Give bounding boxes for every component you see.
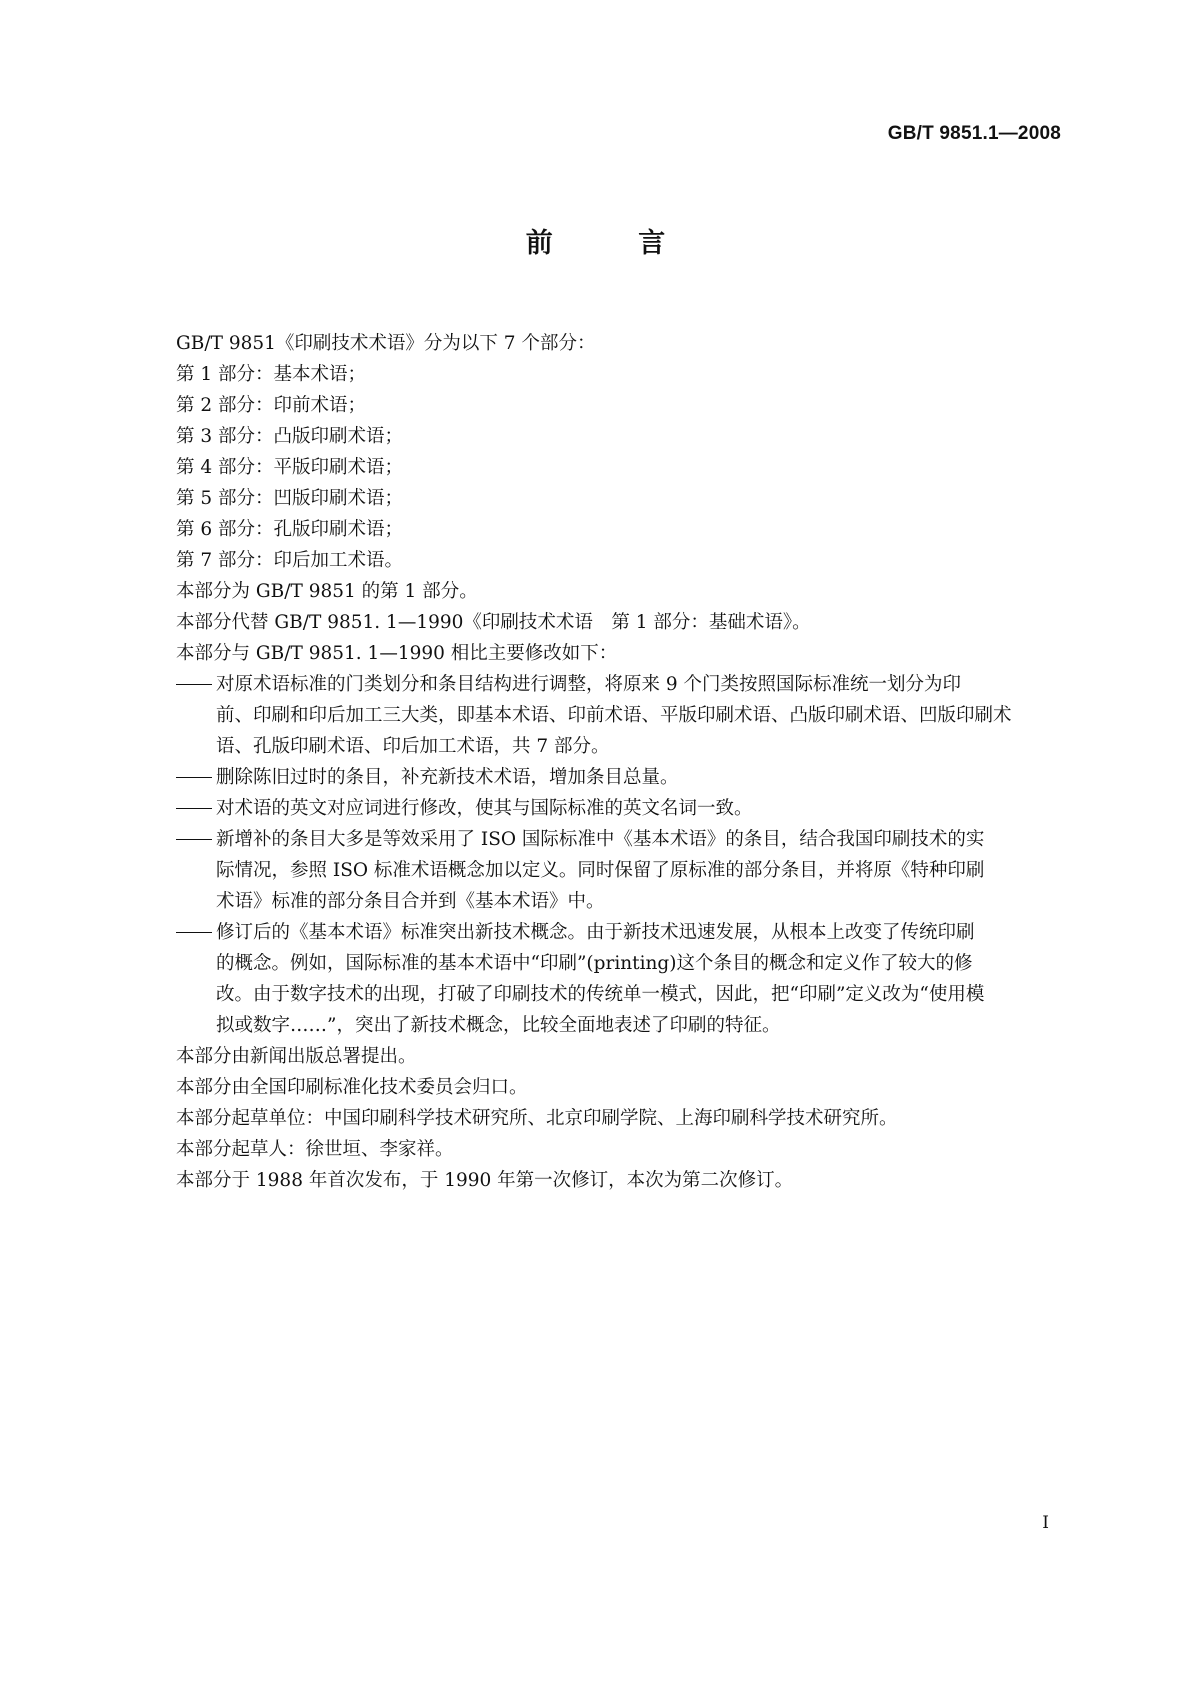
page-title: 前 言 bbox=[525, 228, 704, 259]
page-number: I bbox=[1042, 1513, 1049, 1533]
change-line: 际情况，参照 ISO 标准术语概念加以定义。同时保留了原标准的部分条目，并将原《特种印刷 bbox=[216, 860, 985, 881]
paragraph: 第 1 部分：基本术语； bbox=[176, 364, 367, 385]
paragraph: 本部分由新闻出版总署提出。 bbox=[176, 1046, 417, 1067]
paragraph: 本部分代替 GB/T 9851. 1—1990《印刷技术术语 第 1 部分：基础术语》。 bbox=[176, 612, 811, 633]
paragraph: 本部分于 1988 年首次发布，于 1990 年第一次修订，本次为第二次修订。 bbox=[176, 1170, 794, 1191]
standard-code: GB/T 9851.1—2008 bbox=[887, 123, 1061, 144]
paragraph: 第 2 部分：印前术语； bbox=[176, 395, 367, 416]
dash-marker bbox=[176, 917, 216, 948]
paragraph: 第 3 部分：凸版印刷术语； bbox=[176, 426, 404, 447]
paragraph: 本部分起草单位：中国印刷科学技术研究所、北京印刷学院、上海印刷科学技术研究所。 bbox=[176, 1108, 898, 1129]
dash-marker bbox=[176, 669, 216, 700]
change-line: 修订后的《基本术语》标准突出新技术概念。由于新技术迅速发展，从根本上改变了传统印刷 bbox=[216, 922, 975, 943]
change-line: 的概念。例如，国际标准的基本术语中“印刷”(printing)这个条目的概念和定义作了较大的修 bbox=[216, 953, 973, 974]
change-line: 删除陈旧过时的条目，补充新技术术语，增加条目总量。 bbox=[216, 767, 679, 788]
change-item bbox=[176, 824, 1056, 917]
change-line: 改。由于数字技术的出现，打破了印刷技术的传统单一模式，因此，把“印刷”定义改为“使用模 bbox=[216, 984, 985, 1005]
paragraph: GB/T 9851《印刷技术术语》分为以下 7 个部分： bbox=[176, 333, 596, 354]
change-line: 对术语的英文对应词进行修改，使其与国际标准的英文名词一致。 bbox=[216, 798, 753, 819]
paragraph: 第 6 部分：孔版印刷术语； bbox=[176, 519, 404, 540]
dash-marker bbox=[176, 762, 216, 793]
paragraph: 本部分与 GB/T 9851. 1—1990 相比主要修改如下： bbox=[176, 643, 618, 664]
change-line: 新增补的条目大多是等效采用了 ISO 国际标准中《基本术语》的条目，结合我国印刷技术的实 bbox=[216, 829, 985, 850]
dash-marker bbox=[176, 793, 216, 824]
change-item bbox=[176, 917, 1056, 1041]
change-line: 术语》标准的部分条目合并到《基本术语》中。 bbox=[216, 891, 605, 912]
change-line: 拟或数字……”，突出了新技术概念，比较全面地表述了印刷的特征。 bbox=[216, 1015, 781, 1036]
change-line: 语、孔版印刷术语、印后加工术语，共 7 部分。 bbox=[216, 736, 610, 757]
change-item bbox=[176, 793, 1056, 824]
paragraph: 本部分为 GB/T 9851 的第 1 部分。 bbox=[176, 581, 478, 602]
paragraph: 本部分由全国印刷标准化技术委员会归口。 bbox=[176, 1077, 528, 1098]
change-line: 前、印刷和印后加工三大类，即基本术语、印前术语、平版印刷术语、凸版印刷术语、凹版印刷术 bbox=[216, 705, 1012, 726]
change-item bbox=[176, 669, 1056, 762]
paragraph: 第 5 部分：凹版印刷术语； bbox=[176, 488, 404, 509]
change-line: 对原术语标准的门类划分和条目结构进行调整，将原来 9 个门类按照国际标准统一划分为印 bbox=[216, 674, 962, 695]
paragraph: 第 4 部分：平版印刷术语； bbox=[176, 457, 404, 478]
change-item bbox=[176, 762, 1056, 793]
paragraph: 第 7 部分：印后加工术语。 bbox=[176, 550, 404, 571]
dash-marker bbox=[176, 824, 216, 855]
paragraph: 本部分起草人：徐世垣、李家祥。 bbox=[176, 1139, 454, 1160]
foreword-body bbox=[176, 328, 1056, 1196]
